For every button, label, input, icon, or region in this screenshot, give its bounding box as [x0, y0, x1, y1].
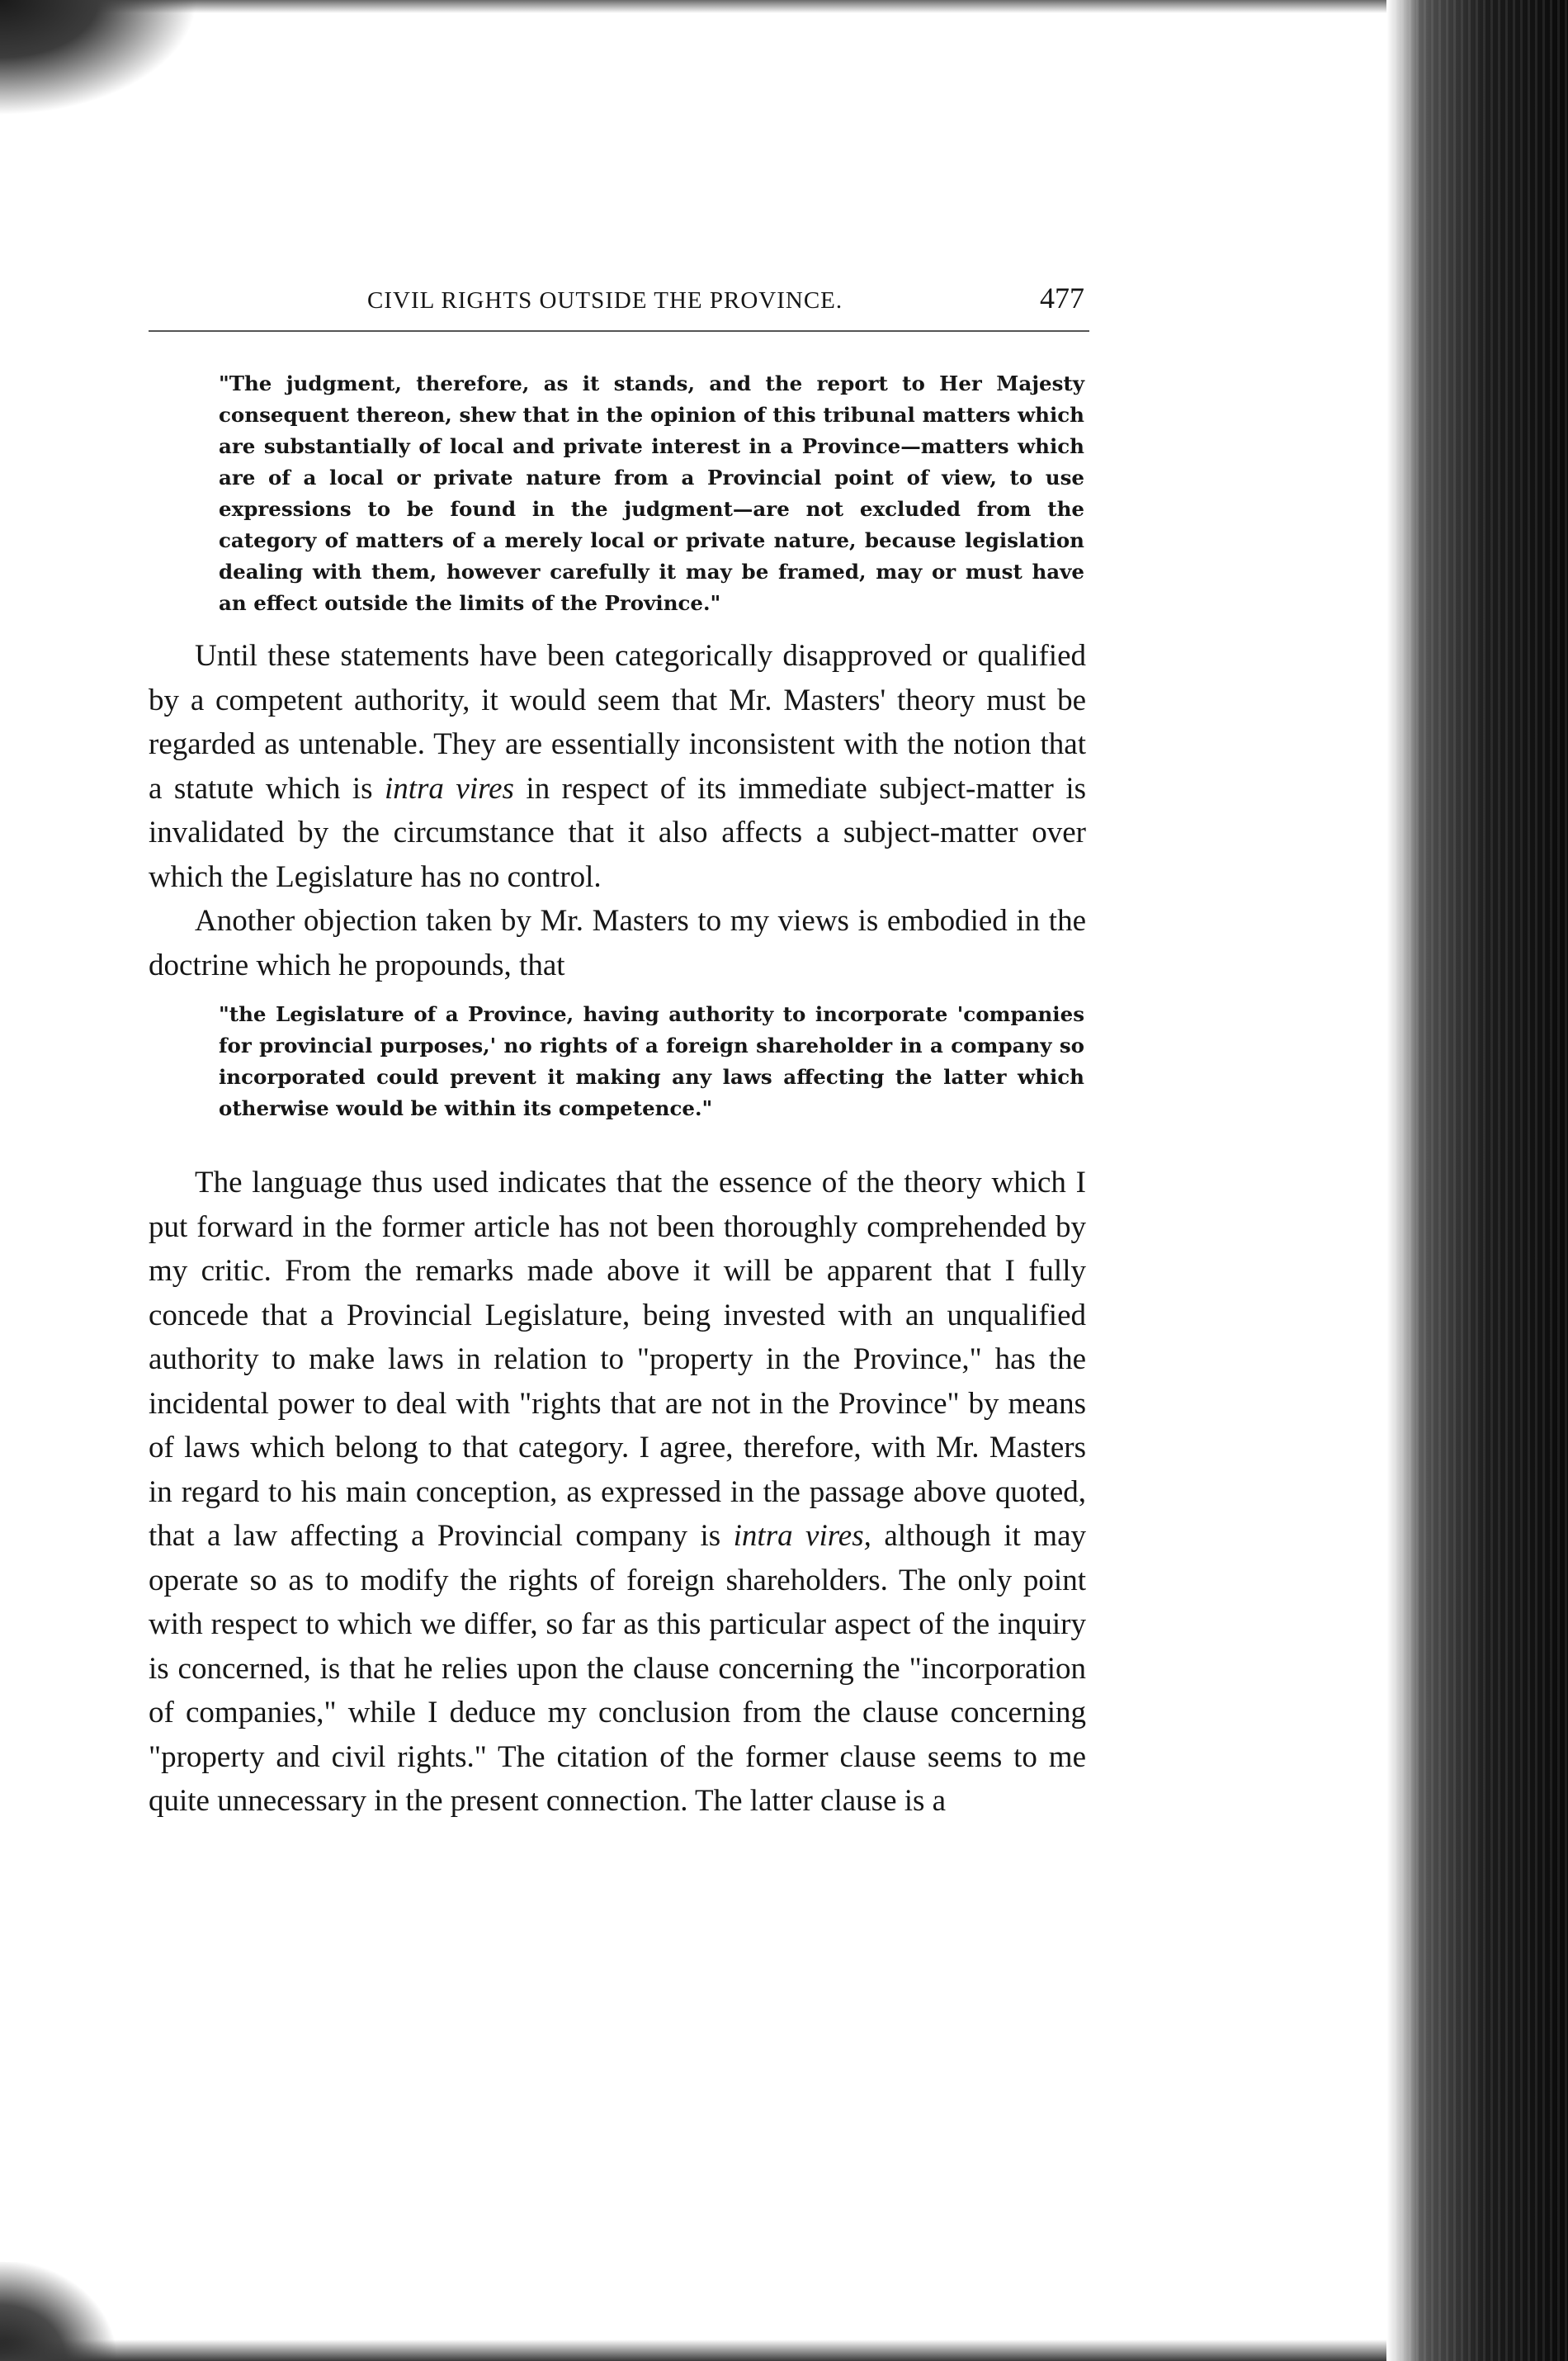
paragraph-text: although it may operate so as to modify the rights of foreign shareholders. The only point with respect to which we differ, so far as this particular aspect of the inquiry is concerned, is that he relies upon the clause concerning the "incorporation of companies," while I deduce my conclusion from the clause concerning "property and civil rights." The citation of the former clause seems to me quite unnecessary in the present connection. The latter clause is a	[149, 1519, 1087, 1818]
scan-shadow-top-left	[0, 0, 198, 116]
paragraph-until-these-statements	[149, 634, 1086, 899]
italic-term: intra vires	[384, 771, 514, 806]
running-head-title: CIVIL RIGHTS OUTSIDE THE PROVINCE.	[367, 287, 843, 314]
book-page	[149, 281, 1089, 1824]
paragraph-another-objection: Another objection taken by Mr. Masters to my views is embodied in the doctrine which he propounds, that	[149, 904, 1086, 982]
paragraph-text: The language thus used indicates that the essence of the theory which I put forward in the former article has not been thoroughly comprehended by my critic. From the remarks made above it will be apparent that I fully concede that a Provincial Legislature, being invested with an unqualified authority to make laws in relation to "property in the Province," has the incidental power to deal with "rights that are not in the Province" by means of laws which belong to that category. I agree, therefore, with Mr. Masters in regard to his main conception, as expressed in the passage above quoted, that a law affecting a Provincial company is	[149, 1166, 1086, 1553]
block-quote-legislature: "the Legislature of a Province, having authority to incorporate 'companies for provincial purposes,' no rights of a foreign shareholder in a company so incorporated could prevent it making any laws affecting the latter which otherwise would be within its competence."	[219, 1002, 1084, 1120]
page-number: 477	[1040, 282, 1084, 315]
paragraph-language-thus-used	[149, 1161, 1086, 1824]
running-head	[149, 281, 1089, 332]
block-quote-judgment: "The judgment, therefore, as it stands, and the report to Her Majesty consequent thereon, shew that in the opinion of this tribunal matters which are substantially of local and private interest in a Province—matters which are of a local or private nature from a Provincial point of view, to use expressions to be found in the judgment—are not excluded from the category of matters of a merely local or private nature, because legislation dealing with them, however carefully it may be framed, may or must have an effect outside the limits of the Province."	[219, 371, 1084, 615]
paragraph-text: Until these statements have been categorically disapproved or qualified by a competent authority, it would seem that Mr. Masters' theory must be regarded as untenable. They are essentially inconsistent with the notion that a statute which is	[149, 639, 1086, 806]
paragraph-text: in respect of its immediate subject-matter is invalidated by the circumstance that it also affects a subject-matter over which the Legislature has no control.	[149, 771, 1086, 894]
scan-edge-bottom	[0, 2340, 1386, 2361]
italic-term: intra vires,	[733, 1519, 871, 1553]
scan-edge-top	[0, 0, 1386, 13]
scan-shadow-right-edge	[1386, 0, 1568, 2361]
